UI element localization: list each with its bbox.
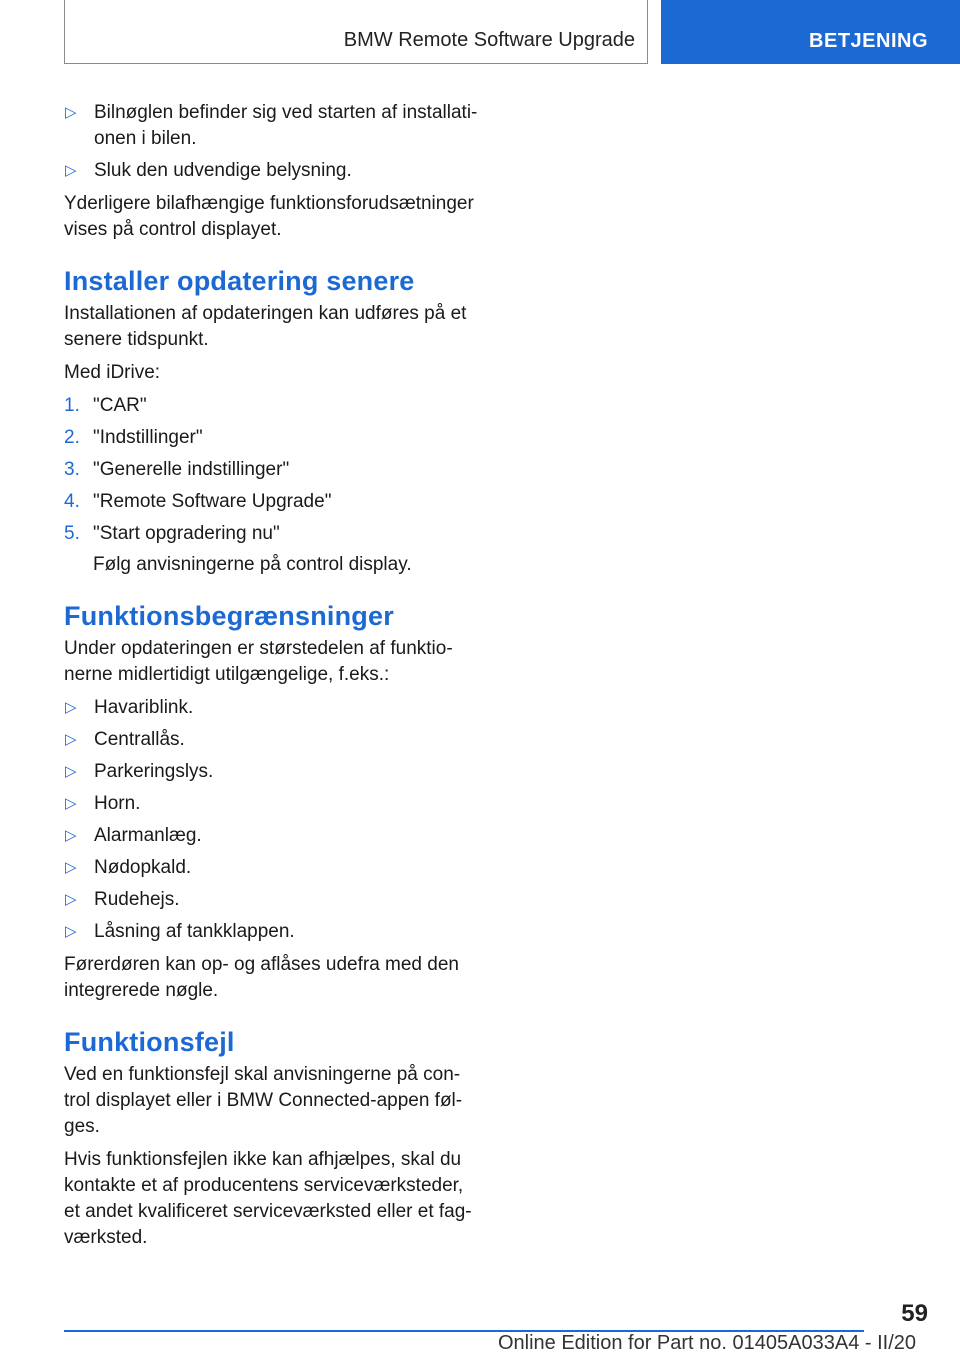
step-item [64,521,484,547]
list-item [64,887,484,913]
heading-malfunction: Funktionsfejl [64,1027,235,1057]
list-item-text: Rudehejs. [94,889,180,910]
list-item [64,759,484,785]
triangle-bullet-icon: ▷ [65,763,77,780]
triangle-bullet-icon: ▷ [65,699,77,716]
list-item-text: Sluk den udvendige belysning. [94,160,352,181]
step-item [64,393,484,419]
page-content [64,100,484,1258]
header-title-box [64,0,648,64]
step-item [64,489,484,515]
header-section-tab [661,0,960,64]
list-item [64,919,484,945]
step-text: "Remote Software Upgrade" [93,491,332,512]
list-item [64,791,484,817]
heading-install-later: Installer opdatering senere [64,266,415,296]
step-number: 3. [64,459,80,480]
step-number: 2. [64,427,80,448]
footer-edition: Online Edition for Part no. 01405A033A4 - II/20 [497,1332,916,1354]
step-text: "CAR" [93,395,147,416]
list-item-text: Låsning af tankklappen. [94,921,295,942]
install-later-text: Installationen af opdateringen kan udføres på et senere tidspunkt. [64,303,467,350]
list-item [64,100,484,152]
triangle-bullet-icon: ▷ [65,104,77,121]
step-number: 4. [64,491,80,512]
limits-after-text: Førerdøren kan op- og aflåses udefra med den integrerede nøgle. [64,954,459,1001]
limits-bullet-list [64,695,484,945]
list-item-text: Havariblink. [94,697,194,718]
step-text: "Generelle indstillinger" [93,459,290,480]
step-number: 5. [64,523,80,544]
list-item [64,727,484,753]
triangle-bullet-icon: ▷ [65,795,77,812]
header-title: BMW Remote Software Upgrade [343,29,635,51]
idrive-steps-list [64,393,484,547]
list-item-text: Alarmanlæg. [94,825,202,846]
step-item [64,457,484,483]
list-item-text: Bilnøglen befinder sig ved starten af installati-onen i bilen. [94,102,478,149]
intro-note: Yderligere bilafhængige funktionsforudsætninger vises på control displayet. [64,193,474,240]
idrive-intro: Med iDrive: [64,362,161,383]
list-item [64,158,484,184]
list-item-text: Parkeringslys. [94,761,214,782]
list-item [64,823,484,849]
list-item [64,695,484,721]
header-section-label: BETJENING [809,30,928,52]
page-number: 59 [901,1300,928,1327]
list-item-text: Nødopkald. [94,857,192,878]
limits-text: Under opdateringen er størstedelen af funktio-nerne midlertidigt utilgængelige, f.eks.: [64,638,453,685]
triangle-bullet-icon: ▷ [65,923,77,940]
list-item-text: Horn. [94,793,141,814]
intro-bullet-list [64,100,484,184]
step-item [64,425,484,451]
triangle-bullet-icon: ▷ [65,162,77,179]
step-text: "Start opgradering nu" [93,523,280,544]
heading-function-limits: Funktionsbegrænsninger [64,601,394,631]
triangle-bullet-icon: ▷ [65,859,77,876]
malfunction-text-1: Ved en funktionsfejl skal anvisningerne på con-trol displayet eller i BMW Connected-appen føl-ges. [64,1064,463,1137]
triangle-bullet-icon: ▷ [65,891,77,908]
step-number: 1. [64,395,80,416]
step-text: "Indstillinger" [93,427,203,448]
step-follow-text: Følg anvisningerne på control display. [93,554,412,575]
malfunction-text-2: Hvis funktionsfejlen ikke kan afhjælpes, skal du kontakte et af producentens serviceværksteder, et andet kvalificeret serviceværksted eller et fag-værksted. [64,1149,472,1248]
list-item [64,855,484,881]
list-item-text: Centrallås. [94,729,185,750]
triangle-bullet-icon: ▷ [65,731,77,748]
triangle-bullet-icon: ▷ [65,827,77,844]
